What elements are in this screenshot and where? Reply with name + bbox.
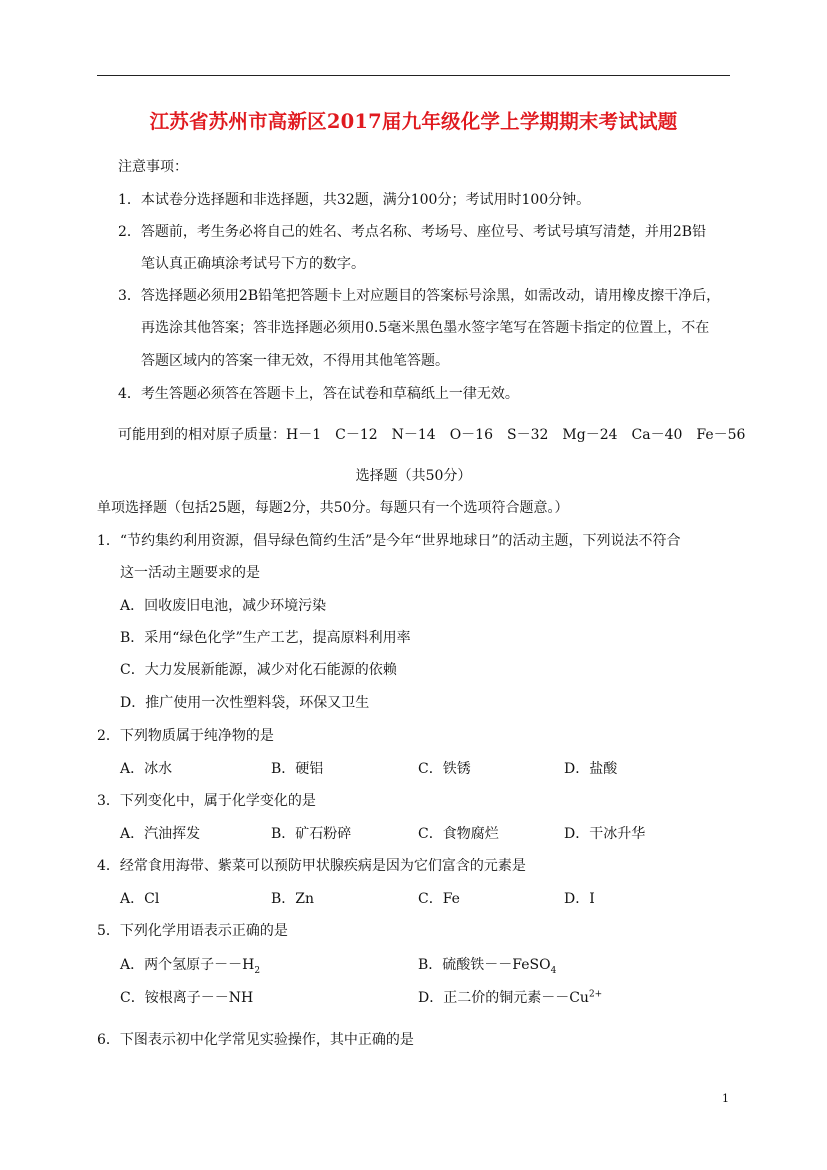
question-1-stem: 这一活动主题要求的是 bbox=[120, 565, 260, 581]
question-3-option-a: A．汽油挥发 bbox=[120, 826, 201, 842]
question-4-option-d: D．I bbox=[564, 891, 595, 907]
notice-item: 再选涂其他答案；答非选择题必须用0.5毫米黑色墨水签字笔写在答题卡指定的位置上，不在 bbox=[141, 320, 710, 336]
question-3-option-c: C．食物腐烂 bbox=[418, 826, 499, 842]
notice-item: 笔认真正确填涂考试号下方的数字。 bbox=[141, 256, 365, 272]
question-4-option-b: B．Zn bbox=[271, 891, 315, 907]
question-1-option-a: A．回收废旧电池，减少环境污染 bbox=[120, 598, 327, 614]
subscript: 4 bbox=[550, 965, 557, 976]
question-4-option-a: A．Cl bbox=[120, 891, 160, 907]
notice-item: 2．答题前，考生务必将自己的姓名、考点名称、考场号、座位号、考试号填写清楚，并用2B铅 bbox=[118, 224, 707, 240]
question-1-option-d: D．推广使用一次性塑料袋，环保又卫生 bbox=[120, 695, 370, 711]
page-number: 1 bbox=[722, 1092, 729, 1105]
superscript: 2+ bbox=[588, 989, 603, 1000]
question-5-option-c: C．铵根离子－－NH bbox=[120, 990, 254, 1006]
question-6-stem: 6．下图表示初中化学常见实验操作，其中正确的是 bbox=[97, 1032, 414, 1048]
question-5-option-b bbox=[418, 956, 556, 974]
section-description: 单项选择题（包括25题，每题2分，共50分。每题只有一个选项符合题意。） bbox=[97, 500, 569, 516]
question-2-option-b: B．硬铝 bbox=[271, 761, 324, 777]
subscript: 2 bbox=[254, 965, 261, 976]
question-3-option-b: B．矿石粉碎 bbox=[271, 826, 352, 842]
question-1-stem: 1．“节约集约利用资源，倡导绿色简约生活”是今年“世界地球日”的活动主题，下列说法不符合 bbox=[97, 533, 681, 549]
page-title: 江苏省苏州市高新区2017届九年级化学上学期期末考试试题 bbox=[149, 110, 678, 133]
option-text: A．两个氢原子－－H bbox=[120, 957, 255, 973]
notice-item: 1．本试卷分选择题和非选择题，共32题，满分100分；考试用时100分钟。 bbox=[118, 192, 591, 208]
header-rule bbox=[97, 75, 730, 76]
question-4-option-c: C．Fe bbox=[418, 891, 460, 907]
question-1-option-c: C．大力发展新能源，减少对化石能源的依赖 bbox=[120, 662, 397, 678]
question-2-stem: 2．下列物质属于纯净物的是 bbox=[97, 728, 274, 744]
question-2-option-c: C．铁锈 bbox=[418, 761, 471, 777]
option-text: B．硫酸铁－－FeSO bbox=[418, 957, 551, 973]
notice-item: 4．考生答题必须答在答题卡上，答在试卷和草稿纸上一律无效。 bbox=[118, 386, 519, 402]
question-1-option-b: B．采用“绿色化学”生产工艺，提高原料利用率 bbox=[120, 630, 411, 646]
question-4-stem: 4．经常食用海带、紫菜可以预防甲状腺疾病是因为它们富含的元素是 bbox=[97, 858, 526, 874]
question-2-option-d: D．盐酸 bbox=[564, 761, 618, 777]
question-5-option-d bbox=[418, 989, 602, 1007]
atomic-mass-line: 可能用到的相对原子质量：H－1 C－12 N－14 O－16 S－32 Mg－24 Ca－40 Fe－56 bbox=[118, 427, 746, 443]
notice-header: 注意事项： bbox=[118, 159, 188, 175]
question-2-option-a: A．冰水 bbox=[120, 761, 173, 777]
notice-item: 3．答选择题必须用2B铅笔把答题卡上对应题目的答案标号涂黑，如需改动，请用橡皮擦干净后， bbox=[118, 288, 721, 304]
notice-item: 答题区域内的答案一律无效，不得用其他笔答题。 bbox=[141, 353, 449, 369]
question-5-stem: 5．下列化学用语表示正确的是 bbox=[97, 923, 288, 939]
question-5-option-a bbox=[120, 956, 260, 974]
section-title: 选择题（共50分） bbox=[355, 468, 472, 484]
option-text: D．正二价的铜元素－－Cu bbox=[418, 990, 589, 1006]
question-3-stem: 3．下列变化中，属于化学变化的是 bbox=[97, 793, 316, 809]
question-3-option-d: D．干冰升华 bbox=[564, 826, 646, 842]
